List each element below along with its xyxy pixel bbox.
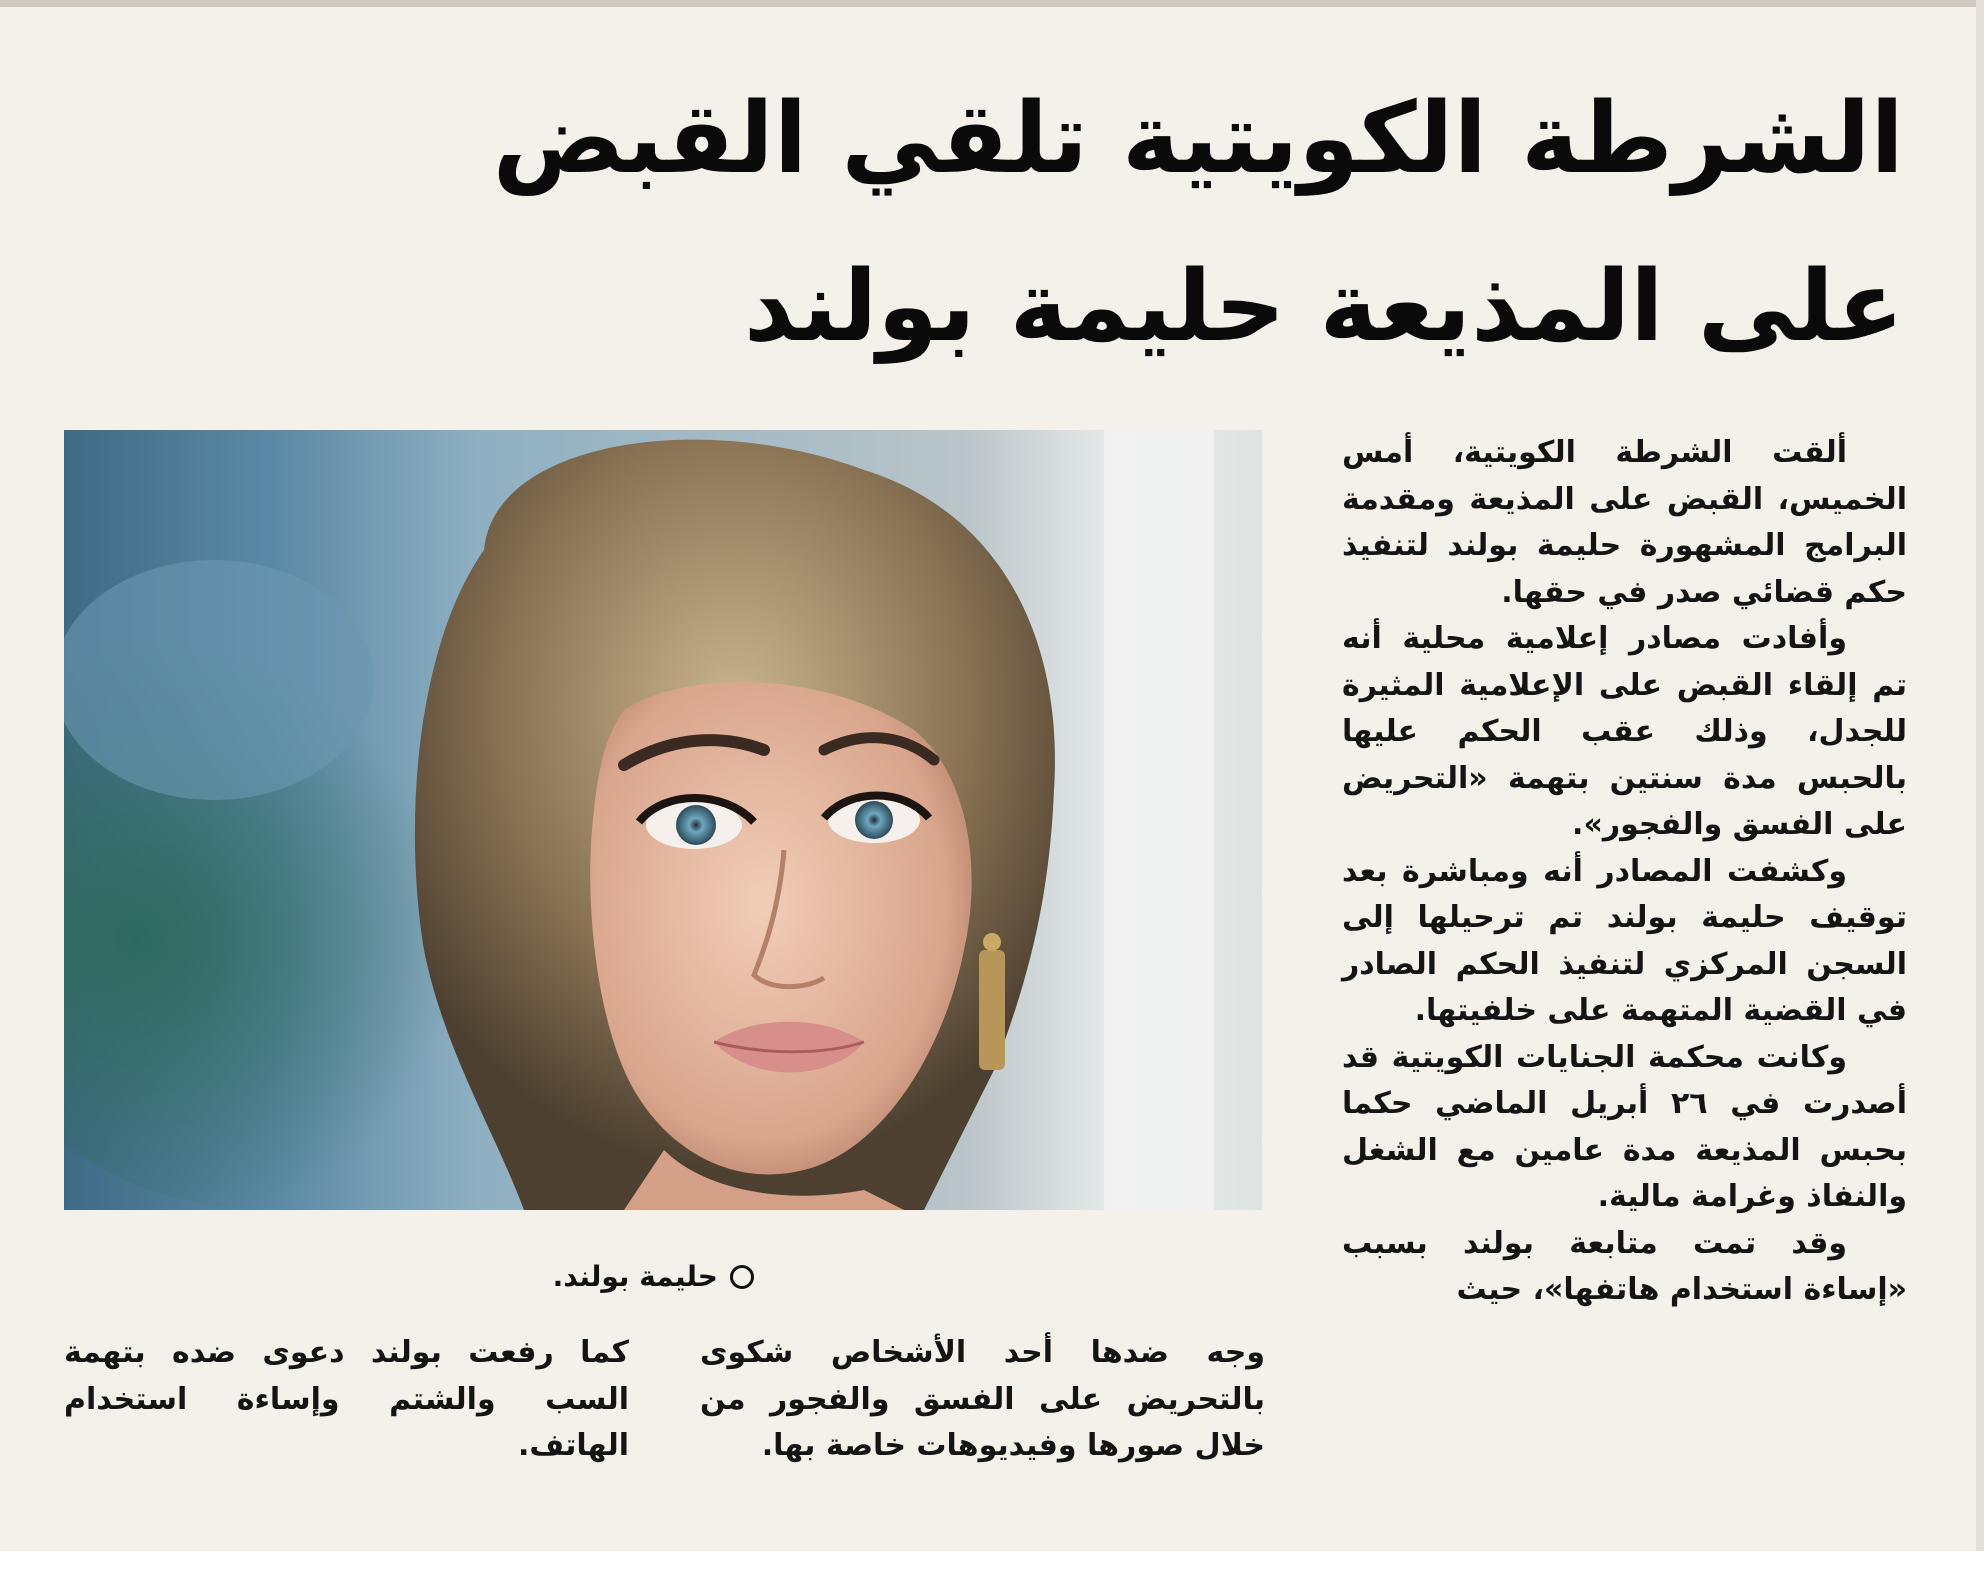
article-paragraph: وكشفت المصادر أنه ومباشرة بعد توقيف حليمة بولند تم ترحيلها إلى السجن المركزي لتنفيذ الحكم الصادر في القضية المتهمة على خلفيتها.: [1342, 853, 1907, 1028]
caption-bullet-icon: [730, 1265, 754, 1289]
side-rule: [1976, 0, 1984, 1581]
photo-caption: [64, 1255, 754, 1299]
headline: [64, 55, 1904, 391]
article-paragraph: كما رفعت بولند دعوى ضده بتهمة السب والشتم وإساءة استخدام الهاتف.: [64, 1335, 629, 1463]
article-paragraph: ألقت الشرطة الكويتية، أمس الخميس، القبض على المذيعة ومقدمة البرامج المشهورة حليمة بولند لتنفيذ حكم قضائي صدر في حقها.: [1342, 435, 1907, 610]
bottom-margin: [0, 1551, 1984, 1581]
caption-text: حليمة بولند.: [552, 1260, 718, 1293]
article-paragraph: وأفادت مصادر إعلامية محلية أنه تم إلقاء القبض على الإعلامية المثيرة للجدل، وذلك عقب الحكم عليها بالحبس مدة سنتين بتهمة «التحريض على الفسق والفجور».: [1342, 621, 1907, 842]
portrait-photo: [64, 430, 1262, 1210]
article-column-right: [1342, 430, 1907, 1314]
headline-line-2: على المذيعة حليمة بولند: [743, 250, 1904, 364]
article-paragraph: وجه ضدها أحد الأشخاص شكوى بالتحريض على الفسق والفجور من خلال صورها وفيديوهات خاصة بها.: [700, 1335, 1265, 1463]
article-column-left: [64, 1330, 629, 1470]
article-column-middle: [700, 1330, 1265, 1470]
portrait-photo-illustration: [64, 430, 1262, 1210]
top-rule: [0, 0, 1984, 7]
article-paragraph: وقد تمت متابعة بولند بسبب «إساءة استخدام هاتفها»، حيث: [1342, 1225, 1907, 1307]
headline-line-1: الشرطة الكويتية تلقي القبض: [492, 82, 1904, 196]
article-paragraph: وكانت محكمة الجنايات الكويتية قد أصدرت في ٢٦ أبريل الماضي حكما بحبس المذيعة مدة عامين مع الشغل والنفاذ وغرامة مالية.: [1342, 1039, 1907, 1214]
